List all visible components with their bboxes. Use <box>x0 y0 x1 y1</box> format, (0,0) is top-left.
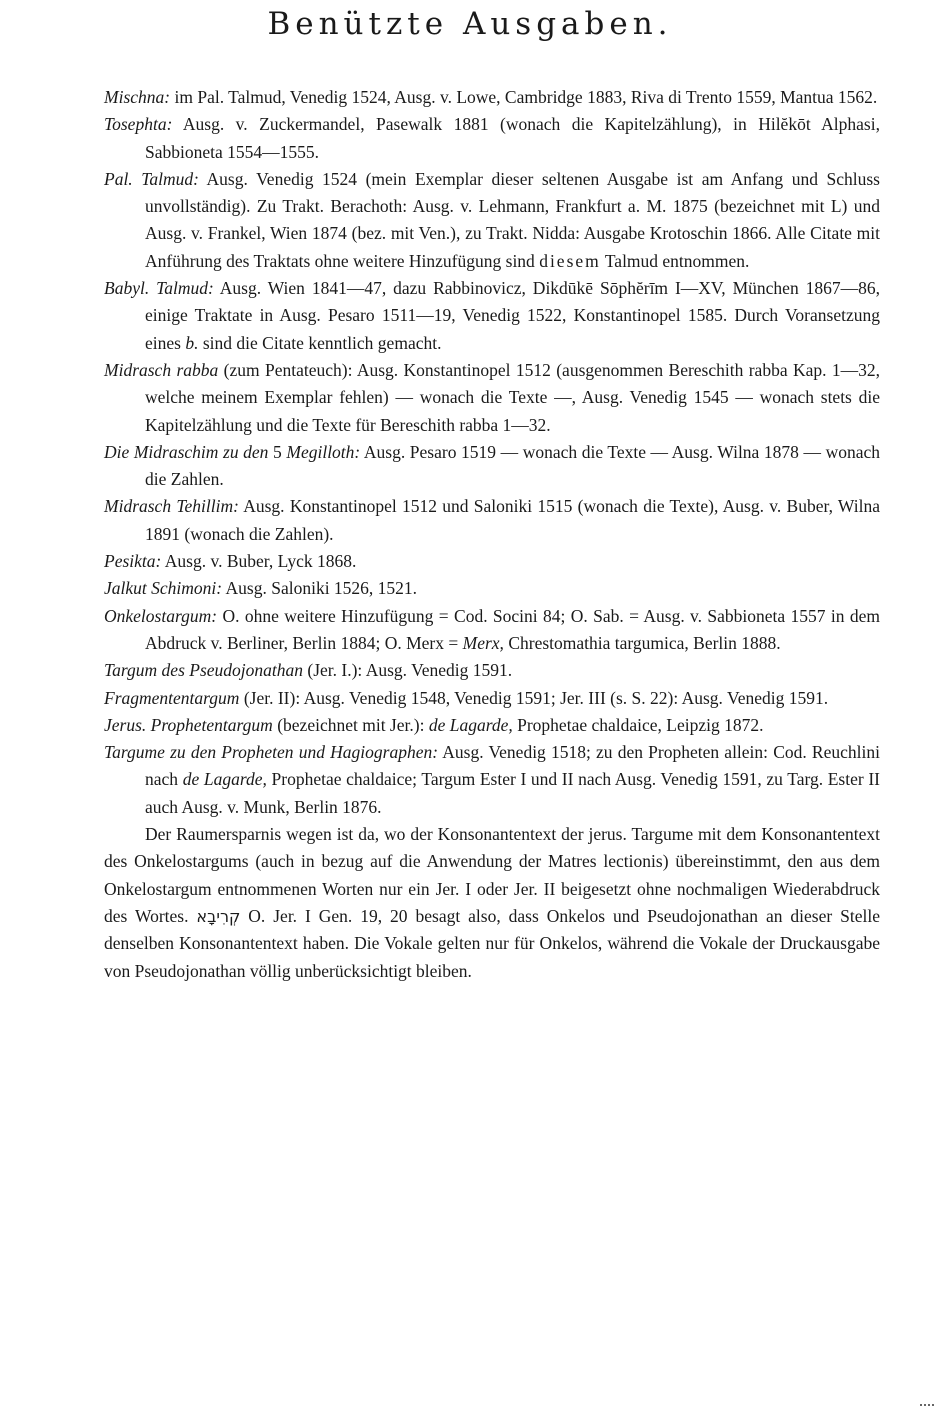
entry-pesikta <box>104 548 880 575</box>
entry-text: Ausg. Pesaro 1519 — wonach die Texte — Ausg. Wilna 1878 — wonach die Zahlen. <box>145 441 880 490</box>
entry-text: im Pal. Talmud, Venedig 1524, Ausg. v. Lowe, Cambridge 1883, Riva di Trento 1559, Mantua 1562. <box>174 87 878 107</box>
entry-midraschim-megilloth <box>104 439 880 494</box>
entry-head: Pal. Talmud: <box>104 168 199 189</box>
closing-text-cont: O. Jer. I Gen. 19, 20 besagt also, dass Onkelos und Pseudojonathan an dieser Stelle denselben Konsonantentext haben. Die Vokale gelten nur für Onkelos, während die Vokale der Druckausgabe von Pseudojonathan völlig unberücksichtigt bleiben. <box>104 905 881 981</box>
entry-head: Jalkut Schimoni: <box>104 578 223 599</box>
entry-tail: sind die Citate kenntlich gemacht. <box>202 332 442 353</box>
entry-targume-propheten <box>104 739 880 821</box>
entry-text: Ausg. Konstantinopel 1512 und Saloniki 1515 (wonach die Texte), Ausg. v. Buber, Wilna 1891 (wonach die Zahlen). <box>145 496 880 544</box>
entry-head: Midrasch rabba <box>104 359 219 380</box>
entry-text: Ausg. Venedig 1518; zu den Propheten allein: Cod. Reuchlini nach <box>145 742 880 790</box>
entry-head: Pesikta: <box>104 551 162 572</box>
entry-head: Targum des Pseudojonathan <box>104 660 303 681</box>
entry-head: Jerus. Prophetentargum <box>104 714 273 735</box>
entry-text: Ausg. v. Buber, Lyck 1868. <box>164 551 357 572</box>
entry-onkelostargum <box>104 603 880 658</box>
closing-paragraph <box>104 821 880 985</box>
spaced-word: diesem <box>539 250 601 271</box>
editions-list <box>104 84 880 985</box>
entry-prophetentargum <box>104 712 880 739</box>
entry-pal-talmud <box>104 166 880 275</box>
entry-tosephta <box>104 111 880 166</box>
entry-fragmententargum <box>104 685 880 712</box>
entry-head: Die Midraschim zu den <box>104 441 269 462</box>
entry-text: (Jer. II): Ausg. Venedig 1548, Venedig 1591; Jer. III (s. S. 22): Ausg. Venedig 1591. <box>243 687 829 708</box>
entry-mischna <box>104 84 880 111</box>
entry-head: Midrasch Tehillim: <box>104 496 239 517</box>
entry-head-number: 5 <box>273 441 282 462</box>
entry-emphasis: de Lagarde, <box>182 769 267 790</box>
entry-tail: Prophetae chaldaice; Targum Ester I und II nach Ausg. Venedig 1591, zu Targ. Ester II auch Ausg. v. Munk, Berlin 1876. <box>145 769 880 817</box>
entry-text: Ausg. Venedig 1524 (mein Exemplar dieser seltenen Ausgabe ist am Anfang und Schluss unvollständig). Zu Trakt. Berachoth: Ausg. v. Lehmann, Frankfurt a. M. 1875 (bezeichnet mit L) und Ausg. v. Frankel, Wien 1874 (bez. mit Ven.), zu Trakt. Nidda: Ausgabe Krotoschin 1866. Alle Citate mit Anführung des Traktats ohne weitere Hinzufügung sind <box>145 168 880 271</box>
scan-edge-mark <box>920 1404 934 1409</box>
entry-pseudojonathan <box>104 657 880 684</box>
entry-head: Onkelostargum: <box>104 605 218 626</box>
entry-jalkut <box>104 575 880 602</box>
entry-emphasis: de Lagarde, <box>428 714 513 735</box>
entry-head: Babyl. Talmud: <box>104 278 214 299</box>
entry-text: O. ohne weitere Hinzufügung = Cod. Socini 84; O. Sab. = Ausg. v. Sabbioneta 1557 in dem Abdruck v. Berliner, Berlin 1884; O. Merx = <box>145 605 881 653</box>
entry-head: Targume zu den Propheten und Hagiographen: <box>104 742 439 763</box>
entry-head-cont: Megilloth: <box>286 441 361 462</box>
entry-text: Ausg. v. Zuckermandel, Pasewalk 1881 (wonach die Kapitelzählung), in Hilĕkōt Alphasi, Sabbioneta 1554—1555. <box>145 114 880 162</box>
entry-head: Tosephta: <box>104 114 173 135</box>
entry-babyl-talmud <box>104 275 880 357</box>
entry-emphasis: Merx, <box>462 632 504 653</box>
entry-text: Ausg. Saloniki 1526, 1521. <box>225 578 418 599</box>
entry-midrasch-rabba <box>104 357 880 439</box>
closing-text: Der Raumersparnis wegen ist da, wo der Konsonantentext der jerus. Targume mit dem Konsonantentext des Onkelostargums (auch in bezug auf die Anwendung der Matres lectionis) übereinstimmt, den aus dem Onkelostargum entnommenen Worten nur ein Jer. I oder Jer. II beigesetzt ohne nochmaligen Wiederabdruck des Wortes. <box>104 824 880 926</box>
entry-emphasis: b. <box>185 332 199 353</box>
entry-text: (bezeichnet mit Jer.): <box>277 714 425 735</box>
entry-text: Ausg. Wien 1841—47, dazu Rabbinovicz, Dikdūkē Sōphĕrīm I—XV, München 1867—86, einige Traktate in Ausg. Pesaro 1511—19, Venedig 1522, Konstantinopel 1585. Durch Voransetzung eines <box>145 278 880 353</box>
entry-tail: Prophetae chaldaice, Leipzig 1872. <box>517 714 764 735</box>
entry-tail: Chrestomathia targumica, Berlin 1888. <box>508 632 781 653</box>
entry-text: (zum Pentateuch): Ausg. Konstantinopel 1512 (ausgenommen Bereschith rabba Kap. 1—32, welche meinem Exemplar fehlen) — wonach die Texte —, Ausg. Venedig 1545 — wonach stets die Kapitelzählung und die Texte für Bereschith rabba 1—32. <box>145 359 880 435</box>
entry-midrasch-tehillim <box>104 493 880 548</box>
entry-head: Mischna: <box>104 87 171 107</box>
entry-text: (Jer. I.): Ausg. Venedig 1591. <box>307 660 513 681</box>
entry-head: Fragmententargum <box>104 687 240 708</box>
page-title: Benützte Ausgaben. <box>267 6 673 42</box>
entry-tail: Talmud entnommen. <box>604 250 750 271</box>
hebrew-word: קְרִיבָא <box>196 906 241 926</box>
